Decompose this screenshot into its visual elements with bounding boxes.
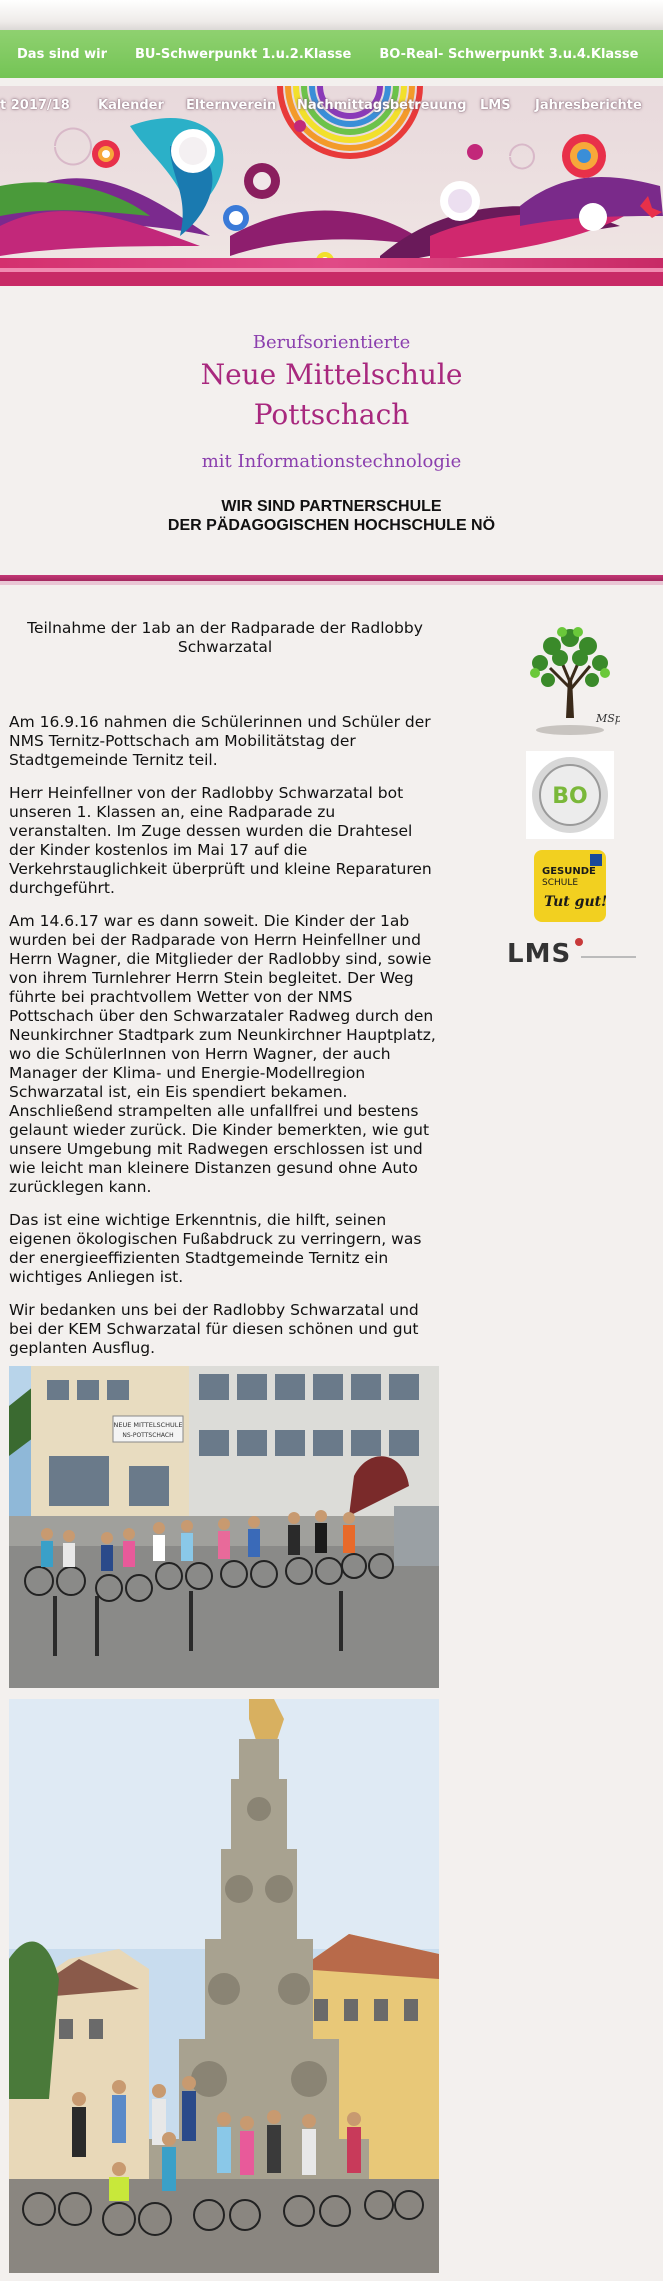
school-sign-line2: NS-POTTSCHACH xyxy=(122,1432,174,1439)
lms-logo-text: LMS xyxy=(507,939,572,969)
school-header xyxy=(0,286,663,576)
article-paragraph-2: Herr Heinfellner von der Radlobby Schwarzatal bot unseren 1. Klassen an, eine Radparade zu veranstalten. Im Zuge dessen wurden die Drahtesel der Kinder kostenlos im Mai 17 auf die Verkehrstauglichkeit überprüft und kleine Reparaturen durchgeführt. xyxy=(9,784,432,897)
nav-item-elternverein[interactable]: Elternverein xyxy=(186,98,277,113)
msp-tree-logo[interactable] xyxy=(520,618,620,736)
bo-logo[interactable] xyxy=(526,751,614,839)
nav-item-bu-schwerpunkt[interactable]: BU-Schwerpunkt 1.u.2.Klasse xyxy=(134,46,352,62)
school-name-line2: Pottschach xyxy=(253,398,410,431)
header-divider-light xyxy=(0,581,663,585)
school-subtitle-bottom: mit Informationstechnologie xyxy=(201,451,462,472)
school-sign-line1: NEUE MITTELSCHULE xyxy=(113,1421,183,1429)
article-title: Teilnahme der 1ab an der Radparade der Radlobby Schwarzatal xyxy=(27,619,423,656)
nav-item-schuljahr[interactable]: t 2017/18 xyxy=(0,98,70,113)
photo-hauptplatz-column[interactable] xyxy=(9,1699,439,2273)
partner-line-1: WIR SIND PARTNERSCHULE xyxy=(221,498,442,515)
lms-logo-icon xyxy=(505,934,640,970)
nav-item-kalender[interactable]: Kalender xyxy=(98,98,164,113)
bo-badge-icon xyxy=(526,751,614,839)
msp-logo-text: MSp xyxy=(596,712,620,725)
nav-item-lms[interactable]: LMS xyxy=(480,98,511,113)
photo-school-bikes[interactable] xyxy=(9,1366,439,1688)
nav-item-jahresberichte[interactable]: Jahresberichte xyxy=(535,98,642,113)
gesunde-schule-logo[interactable] xyxy=(534,850,606,922)
gesunde-line-3: Tut gut! xyxy=(544,894,606,910)
nav-item-nachmittagsbetreuung[interactable]: Nachmittagsbetreuung xyxy=(297,98,467,113)
top-shadow xyxy=(0,0,663,30)
school-name-line1: Neue Mittelschule xyxy=(200,358,463,391)
tree-icon xyxy=(520,618,620,736)
photo-hauptplatz-image xyxy=(9,1699,439,2273)
article xyxy=(9,610,441,1372)
gesunde-schule-icon xyxy=(534,850,606,922)
article-paragraph-3: Am 14.6.17 war es dann soweit. Die Kinder der 1ab wurden bei der Radparade von Herrn Heinfellner und Herrn Wagner, die Mitglieder der Radlobby sind, sowie von ihrem Turnlehrer Herrn Stein begleitet. Der Weg führte bei prachtvollem Wetter von der NMS Pottschach über den Schwarzataler Radweg durch den Neunkirchner Stadtpark zum Neunkirchner Hauptplatz, wo die SchülerInnen von Herrn Wagner, der auch Manager der Klima- und Energie-Modellregion Schwarzatal ist, ein Eis spendiert bekamen. Anschließend strampelten alle unfallfrei und bestens gelaunt wieder zurück. Die Kinder bemerkten, wie gut unsere Umgebung mit Radwegen erschlossen ist und wie leicht man kleinere Distanzen gesund ohne Auto zurücklegen kann. xyxy=(9,912,436,1196)
photo-school-bikes-image xyxy=(9,1366,439,1688)
partner-school-notice xyxy=(0,497,663,535)
nav-item-das-sind-wir[interactable]: Das sind wir xyxy=(17,46,107,62)
school-subtitle-top: Berufsorientierte xyxy=(252,332,411,353)
bo-logo-text: BO xyxy=(552,784,588,809)
secondary-nav xyxy=(0,94,663,122)
article-paragraph-1: Am 16.9.16 nahmen die Schülerinnen und Schüler der NMS Ternitz-Pottschach am Mobilitätstag der Stadtgemeinde Ternitz teil. xyxy=(9,713,431,769)
article-paragraph-4: Das ist eine wichtige Erkenntnis, die hilft, seinen eigenen ökologischen Fußabdruck zu verringern, was der energieeffizienten Stadtgemeinde Ternitz ein wichtiges Anliegen ist. xyxy=(9,1211,422,1286)
gesunde-line-2: SCHULE xyxy=(542,878,579,888)
article-paragraph-5: Wir bedanken uns bei der Radlobby Schwarzatal und bei der KEM Schwarzatal für diesen schönen und gut geplanten Ausflug. xyxy=(9,1301,419,1357)
gesunde-line-1: GESUNDE xyxy=(542,866,596,877)
lms-logo[interactable] xyxy=(505,934,640,970)
partner-line-2: DER PÄDAGOGISCHEN HOCHSCHULE NÖ xyxy=(167,517,496,534)
primary-nav xyxy=(0,30,663,78)
nav-item-bo-real-schwerpunkt[interactable]: BO-Real- Schwerpunkt 3.u.4.Klasse xyxy=(379,46,639,62)
